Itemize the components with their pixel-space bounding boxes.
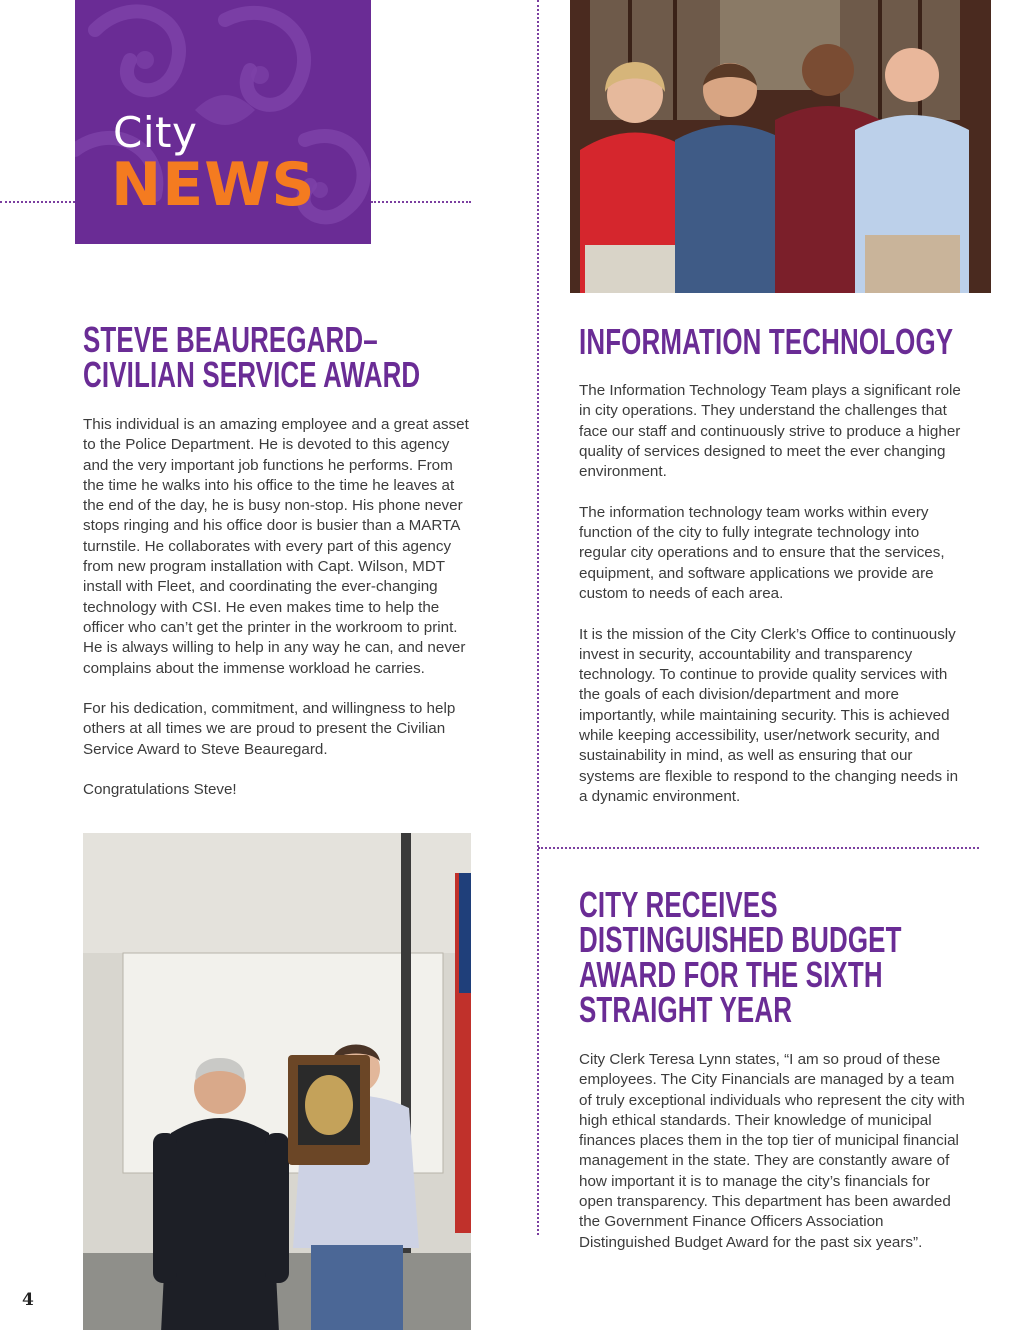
- city-news-masthead: [75, 0, 371, 244]
- body-paragraph: For his dedication, commitment, and willingness to help others at all times we are proud to present the Civilian Service Award to Steve Beauregard.: [83, 700, 456, 758]
- masthead-city: City: [113, 108, 198, 157]
- body-paragraph: The information technology team works within every function of the city to fully integrate technology into regular city operations and to ensure that the services, equipment, and software applications we provide are custom to needs of each area.: [579, 503, 945, 602]
- headline-line: STRAIGHT YEAR: [579, 989, 793, 1030]
- it-body: [579, 381, 965, 807]
- headline-line: AWARD FOR THE SIXTH: [579, 954, 883, 995]
- masthead-news: NEWS: [111, 150, 316, 220]
- body-paragraph: This individual is an amazing employee and a great asset to the Police Department. He is devoted to this agency and the very important job functions he performs. From the time he walks into his office to the time he leaves at the end of the day, he is busy non-stop. His phone never stops ringing and his office door is busier than a MARTA turnstile. He collaborates with every part of this agency from new program installation with Capt. Wilson, MDT install with Fleet, and coordinating the ever-changing technology with CSI. He even makes time to help the officer who can’t get the printer in the workroom to print. He is always willing to help in any way he can, and never complains about the immense workload he carries.: [83, 416, 469, 677]
- headline-line: STEVE BEAUREGARD–: [83, 319, 378, 360]
- masthead-divider-right: [371, 201, 471, 203]
- masthead-divider-left: [0, 201, 75, 203]
- body-paragraph: It is the mission of the City Clerk’s Office to continuously invest in security, accountability and transparency technology. To continue to provide quality services with the goals of each division/department and more importantly, while maintaining security. This is achieved while keeping accessibility, user/network security, and sustainability in mind, as well as ensuring that our systems are flexible to respond to the changing needs in a dynamic environment.: [579, 625, 959, 805]
- award-presentation-photo: [83, 833, 471, 1330]
- body-paragraph: City Clerk Teresa Lynn states, “I am so proud of these employees. The City Financials are managed by a team of truly exceptional individuals who represent the city with high ethical standards. Their knowledge of municipal finances places them in the top tier of municipal financial management in the state. They are constantly aware of how important it is to manage the city’s financials for open transparency. This department has been awarded the Government Finance Officers Association Distinguished Budget Award for the past six years”.: [579, 1051, 965, 1251]
- page-number: 4: [22, 1290, 34, 1310]
- it-team-photo: [570, 0, 991, 293]
- headline-line: CIVILIAN SERVICE AWARD: [83, 354, 421, 395]
- civilian-award-headline: [83, 319, 429, 395]
- headline-line: DISTINGUISHED BUDGET: [579, 919, 902, 960]
- civilian-award-body: [83, 415, 475, 801]
- section-divider: [538, 847, 979, 849]
- body-paragraph: Congratulations Steve!: [83, 781, 237, 799]
- budget-award-headline: [579, 884, 925, 1030]
- headline-line: CITY RECEIVES: [579, 884, 778, 925]
- budget-award-body: [579, 1050, 965, 1253]
- body-paragraph: The Information Technology Team plays a significant role in city operations. They understand the challenges that face our staff and continuously strive to produce a higher quality of services designed to meet the ever changing environment.: [579, 382, 961, 481]
- column-divider: [537, 0, 539, 1235]
- it-headline: INFORMATION TECHNOLOGY: [579, 321, 954, 362]
